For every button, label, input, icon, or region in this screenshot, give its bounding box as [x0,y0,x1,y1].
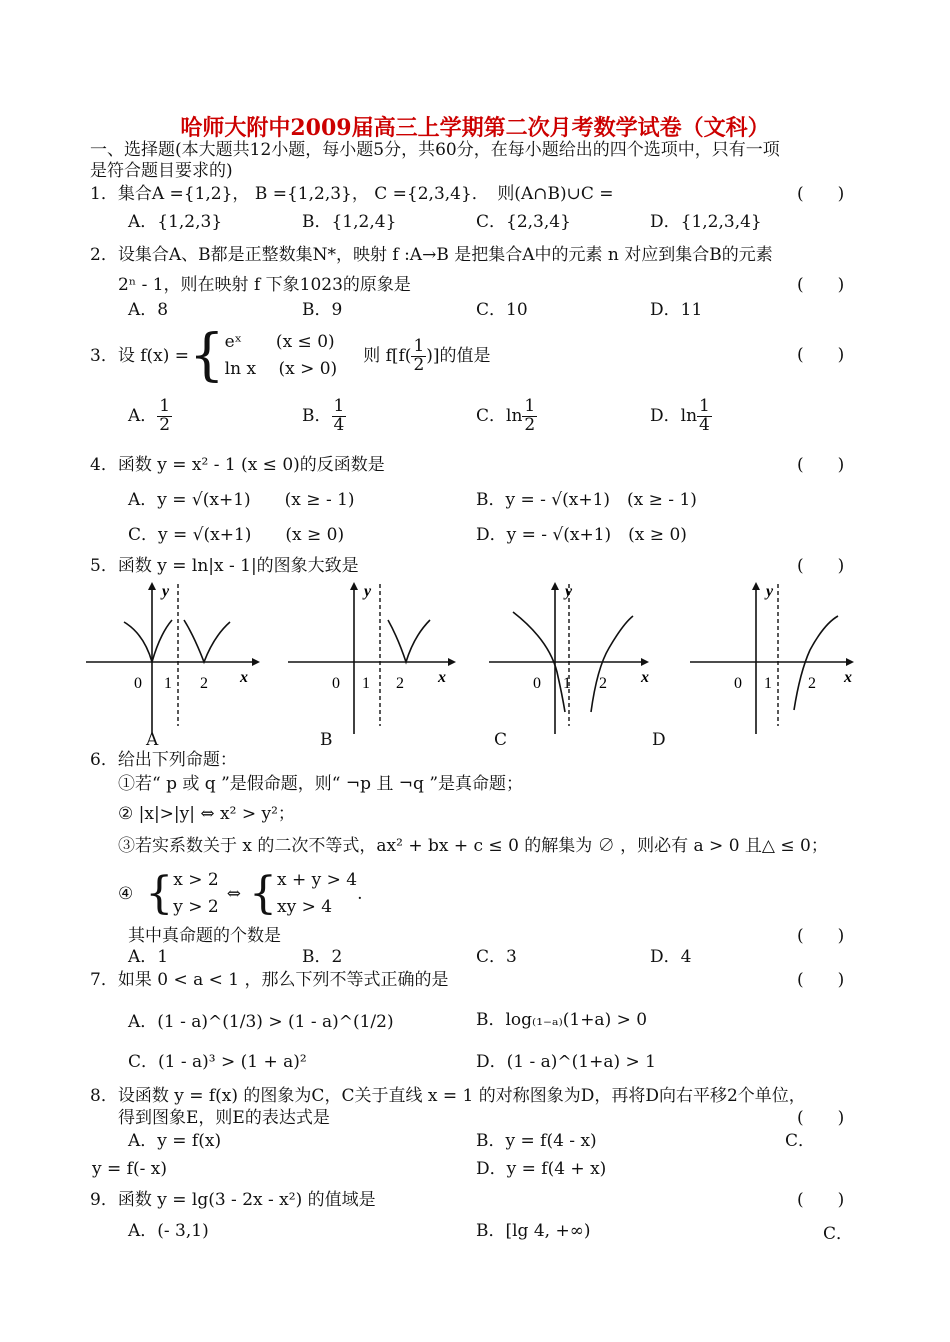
q4-option-d[interactable]: D．y = - √(x+1) (x ≥ 0) [476,525,687,545]
q5-text: 函数 y = ln|x - 1|的图象大致是 [117,556,359,576]
q8-line2: 得到图象E，则E的表达式是 [118,1108,330,1128]
q7-option-b[interactable]: B．log₍₁₋ₐ₎(1+a) > 0 [476,1010,648,1030]
q4-option-c[interactable]: C．y = √(x+1) (x ≥ 0) [128,525,345,545]
q6-answer-blank[interactable]: ( ) [797,926,845,946]
q3-tail-a: 则 f[f( [363,345,412,366]
q3-answer-blank[interactable]: ( ) [797,345,845,365]
q6-sys-right-1: x + y > 4 [276,869,358,890]
tick-zero: 0 [533,675,541,692]
q3-brace: { [189,323,225,388]
x-axis-arrow-icon [448,658,456,666]
q3-option-b-num: 1 [333,396,345,416]
q3-option-c-frac [522,398,537,435]
q7-option-a[interactable]: A．(1 - a)^(1/3) > (1 - a)^(1/2) [128,1012,394,1032]
q7-option-c[interactable]: C．(1 - a)³ > (1 + a)² [128,1052,307,1072]
q6-sys-left-2: y > 2 [173,897,219,917]
q8-answer-blank[interactable]: ( ) [797,1108,845,1128]
tick-zero: 0 [734,675,742,692]
tick-zero: 0 [332,675,340,692]
q9-option-c[interactable]: C． [823,1224,854,1244]
q1-answer-blank[interactable]: ( ) [797,184,845,204]
q5-graph-c[interactable] [489,576,669,736]
q8-option-a[interactable]: A．y = f(x) [128,1131,222,1151]
q3-case1: eˣ (x ≤ 0) [224,331,335,352]
q4-option-a[interactable]: A．y = √(x+1) (x ≥ - 1) [128,490,355,510]
q8-option-c-value[interactable]: y = f(- x) [92,1159,167,1179]
q2-answer-blank[interactable]: ( ) [797,275,845,295]
curve-right [591,616,633,712]
y-label: y [364,583,372,600]
q3-option-c-den: 2 [524,414,536,435]
q5-option-a[interactable]: A [146,730,159,750]
q3-option-d-pre: ln [680,406,698,427]
q6-iff: ⇔ [226,883,241,904]
q3-option-b-label: B． [302,406,332,427]
q2-option-c[interactable]: C．10 [476,300,528,320]
q3-option-c[interactable] [476,398,537,435]
tick-two: 2 [200,675,208,692]
q5-option-c[interactable]: C [494,730,508,750]
q4-answer-blank[interactable]: ( ) [797,455,845,475]
q3-option-d-den: 4 [699,414,710,435]
q5-answer-blank[interactable]: ( ) [797,556,845,576]
q6-item-3: ③若实系数关于 x 的二次不等式，ax² + bx + c ≤ 0 的解集为 ∅ ，则必有 a > 0 且△ ≤ 0； [118,836,828,856]
section-heading-line1: 一、选择题(本大题共12小题，每小题5分，共60分，在每小题给出的四个选项中，只有一项 [90,140,780,160]
y-label: y [565,583,573,600]
q3-option-b-den: 4 [333,414,345,435]
q4-stem [90,455,385,475]
q5-number: 5． [90,556,118,576]
q6-option-a[interactable]: A．1 [128,947,169,967]
q1-option-a[interactable]: A．{1,2,3} [128,212,223,232]
q2-option-b[interactable]: B．9 [302,300,343,320]
q3-stem [90,323,491,388]
q2-line1: 设集合A、B都是正整数集N*，映射 f :A→B 是把集合A中的元素 n 对应到集合B的元素 [117,245,773,265]
q7-stem [90,970,449,990]
curve-right [794,616,838,710]
q6-item4-label: ④ [118,883,134,904]
q5-graph-b[interactable] [288,576,468,736]
q9-option-b[interactable]: B．[lg 4, +∞) [476,1221,591,1241]
q6-item-2: ② |x|>|y| ⇔ x² > y²； [118,804,295,824]
q8-line1: 设函数 y = f(x) 的图象为C，C关于直线 x = 1 的对称图象为D，再将D向右平移2个单位， [117,1086,806,1106]
q3-option-b[interactable] [302,398,346,435]
q6-option-d[interactable]: D．4 [650,947,692,967]
curve-left [124,620,172,662]
q3-option-a[interactable] [128,398,172,435]
q9-option-a[interactable]: A．(- 3,1) [128,1221,209,1241]
q3-option-a-frac [157,398,172,435]
q6-sys-left-1: x > 2 [173,869,219,890]
q3-option-d-num: 1 [699,396,710,416]
tick-one: 1 [563,675,571,692]
q3-option-a-label: A． [128,406,158,427]
y-label: y [766,583,774,600]
q8-stem [90,1086,806,1106]
q2-option-d[interactable]: D．11 [650,300,703,320]
q6-option-b[interactable]: B．2 [302,947,343,967]
q1-text-b: 则(A∩B)∪C = [497,184,614,204]
q6-brace-right: { [248,868,277,919]
curve-right [388,620,430,662]
q6-brace-left: { [145,868,174,919]
x-label: x [240,669,248,686]
q4-option-b[interactable]: B．y = - √(x+1) (x ≥ - 1) [476,490,697,510]
tick-one: 1 [362,675,370,692]
x-axis-arrow-icon [641,658,649,666]
q6-sys-right-2: xy > 4 [276,897,333,917]
q3-option-d[interactable] [650,398,712,435]
q8-option-c-label[interactable]: C． [785,1131,816,1151]
q3-option-b-frac [332,398,347,435]
q6-count-text: 其中真命题的个数是 [128,926,281,946]
q3-option-a-num: 1 [159,396,171,416]
tick-zero: 0 [134,675,142,692]
x-axis-arrow-icon [846,658,854,666]
q9-text: 函数 y = lg(3 - 2x - x²) 的值域是 [117,1190,376,1210]
q5-stem [90,556,359,576]
q2-stem [90,245,773,265]
q6-option-c[interactable]: C．3 [476,947,517,967]
q9-answer-blank[interactable]: ( ) [797,1190,845,1210]
q7-number: 7． [90,970,118,990]
q3-tail-b: )]的值是 [426,345,491,366]
q3-number: 3． [90,345,118,366]
section-heading-line2: 是符合题目要求的) [90,161,233,181]
q7-answer-blank[interactable]: ( ) [797,970,845,990]
q9-number: 9． [90,1190,118,1210]
y-axis-arrow-icon [350,582,358,590]
q7-option-d[interactable]: D．(1 - a)^(1+a) > 1 [476,1052,656,1072]
q8-number: 8． [90,1086,118,1106]
q6-text: 给出下列命题： [117,750,237,770]
q9-stem [90,1190,376,1210]
q6-sys-right [277,867,357,921]
q7-text: 如果 0 < a < 1 ，那么下列不等式正确的是 [117,970,449,990]
q5-option-b[interactable]: B [320,730,333,750]
curve-right [184,620,230,662]
q3-case2: ln x (x > 0) [224,359,338,379]
y-axis-arrow-icon [551,582,559,590]
q3-option-c-label: C． [476,406,507,427]
q6-sys-end: . [357,883,363,904]
page-title: 哈师大附中2009届高三上学期第二次月考数学试卷（文科） [180,115,770,141]
tick-two: 2 [396,675,404,692]
q3-option-d-label: D． [650,406,681,427]
q1-text-a: 集合A ={1,2}， B ={1,2,3}， C ={2,3,4}． [117,184,481,204]
q8-option-b[interactable]: B．y = f(4 - x) [476,1131,597,1151]
q1-number: 1． [90,184,118,204]
q2-line2: 2ⁿ - 1，则在映射 f 下象1023的原象是 [118,275,411,295]
q3-cases [225,329,338,383]
q1-option-b[interactable]: B．{1,2,4} [302,212,397,232]
x-axis-arrow-icon [252,658,260,666]
q3-option-a-den: 2 [159,414,171,435]
q3-option-d-frac [697,398,712,435]
tick-one: 1 [164,675,172,692]
y-label: y [162,583,170,600]
q8-option-d[interactable]: D．y = f(4 + x) [476,1159,607,1179]
q2-option-a[interactable]: A．8 [128,300,169,320]
y-axis-arrow-icon [752,582,760,590]
q3-lead: 设 f(x) = [117,345,190,366]
q2-number: 2． [90,245,118,265]
q6-stem [90,750,237,770]
x-label: x [438,669,446,686]
x-label: x [844,669,852,686]
q5-graph-a[interactable] [86,576,266,736]
tick-one: 1 [764,675,772,692]
q3-half-num: 1 [413,335,425,356]
tick-two: 2 [808,675,816,692]
q6-item-1: ①若“ p 或 q ”是假命题，则“ ¬p 且 ¬q ”是真命题； [118,774,524,794]
x-label: x [641,669,649,686]
q3-option-c-pre: ln [506,406,523,427]
y-axis-arrow-icon [148,582,156,590]
q1-option-c[interactable]: C．{2,3,4} [476,212,571,232]
q6-sys-left [173,867,218,921]
q5-graph-d[interactable] [690,576,870,736]
q4-text: 函数 y = x² - 1 (x ≤ 0)的反函数是 [117,455,385,475]
q3-half [411,335,426,375]
q6-item-4 [118,864,363,924]
q3-half-den: 2 [413,354,425,375]
q4-number: 4． [90,455,118,475]
q6-number: 6． [90,750,118,770]
q5-option-d[interactable]: D [652,730,666,750]
tick-two: 2 [599,675,607,692]
q1-option-d[interactable]: D．{1,2,3,4} [650,212,762,232]
q3-option-c-num: 1 [524,396,536,416]
q1-stem [90,184,614,204]
